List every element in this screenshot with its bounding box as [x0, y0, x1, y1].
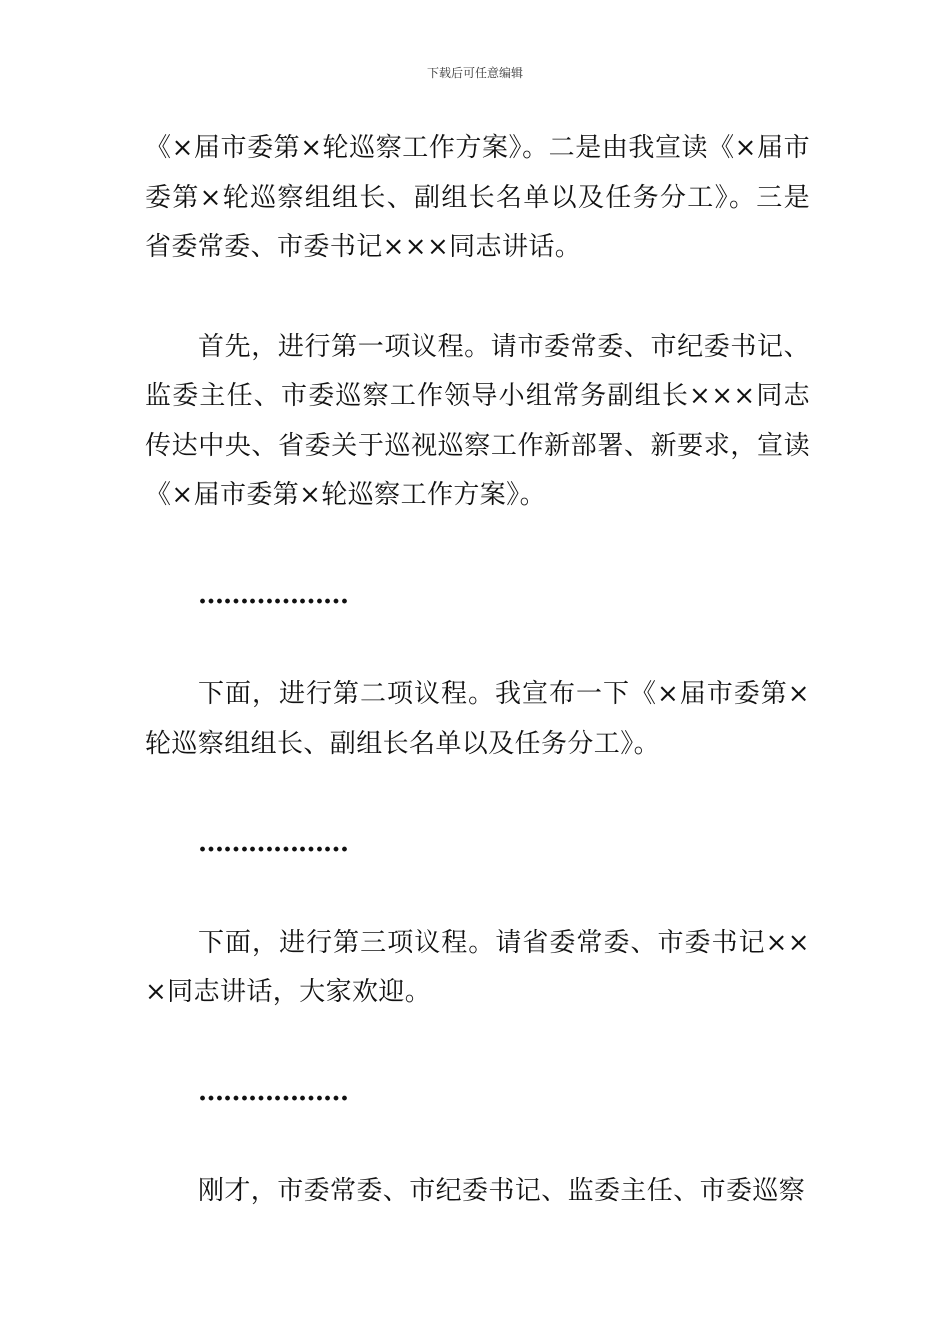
- paragraph-gap: [145, 1117, 810, 1167]
- page-header-note: 下载后可任意编辑: [426, 66, 523, 80]
- ellipsis-placeholder-1: ………………: [198, 579, 348, 610]
- paragraph-gap: [145, 769, 810, 819]
- paragraph-first-item: 首先，进行第一项议程。请市委常委、市纪委书记、监委主任、市委巡察工作领导小组常务副组长×××同志传达中央、省委关于巡视巡察工作新部署、新要求，宣读《×届市委第×轮巡察工作方案》。: [145, 331, 810, 510]
- paragraph-gap: [145, 1018, 810, 1068]
- paragraph-gap: [145, 521, 810, 571]
- paragraph-second-item: 下面，进行第二项议程。我宣布一下《×届市委第×轮巡察组组长、副组长名单以及任务分工》。: [145, 679, 810, 759]
- paragraph-gap: [145, 620, 810, 670]
- ellipsis-placeholder-3: ………………: [198, 1076, 348, 1107]
- paragraph-gap: [145, 869, 810, 919]
- paragraph-third-item: 下面，进行第三项议程。请省委常委、市委书记×××同志讲话，大家欢迎。: [145, 927, 810, 1007]
- paragraph-agenda-summary: 《×届市委第×轮巡察工作方案》。二是由我宣读《×届市委第×轮巡察组组长、副组长名单以及任务分工》。三是省委常委、市委书记×××同志讲话。: [145, 133, 810, 262]
- document-body: [145, 124, 810, 1217]
- ellipsis-placeholder-2: ………………: [198, 828, 348, 858]
- paragraph-gap: [145, 273, 810, 323]
- paragraph-closing-start: 刚才，市委常委、市纪委书记、监委主任、市委巡察: [198, 1176, 806, 1206]
